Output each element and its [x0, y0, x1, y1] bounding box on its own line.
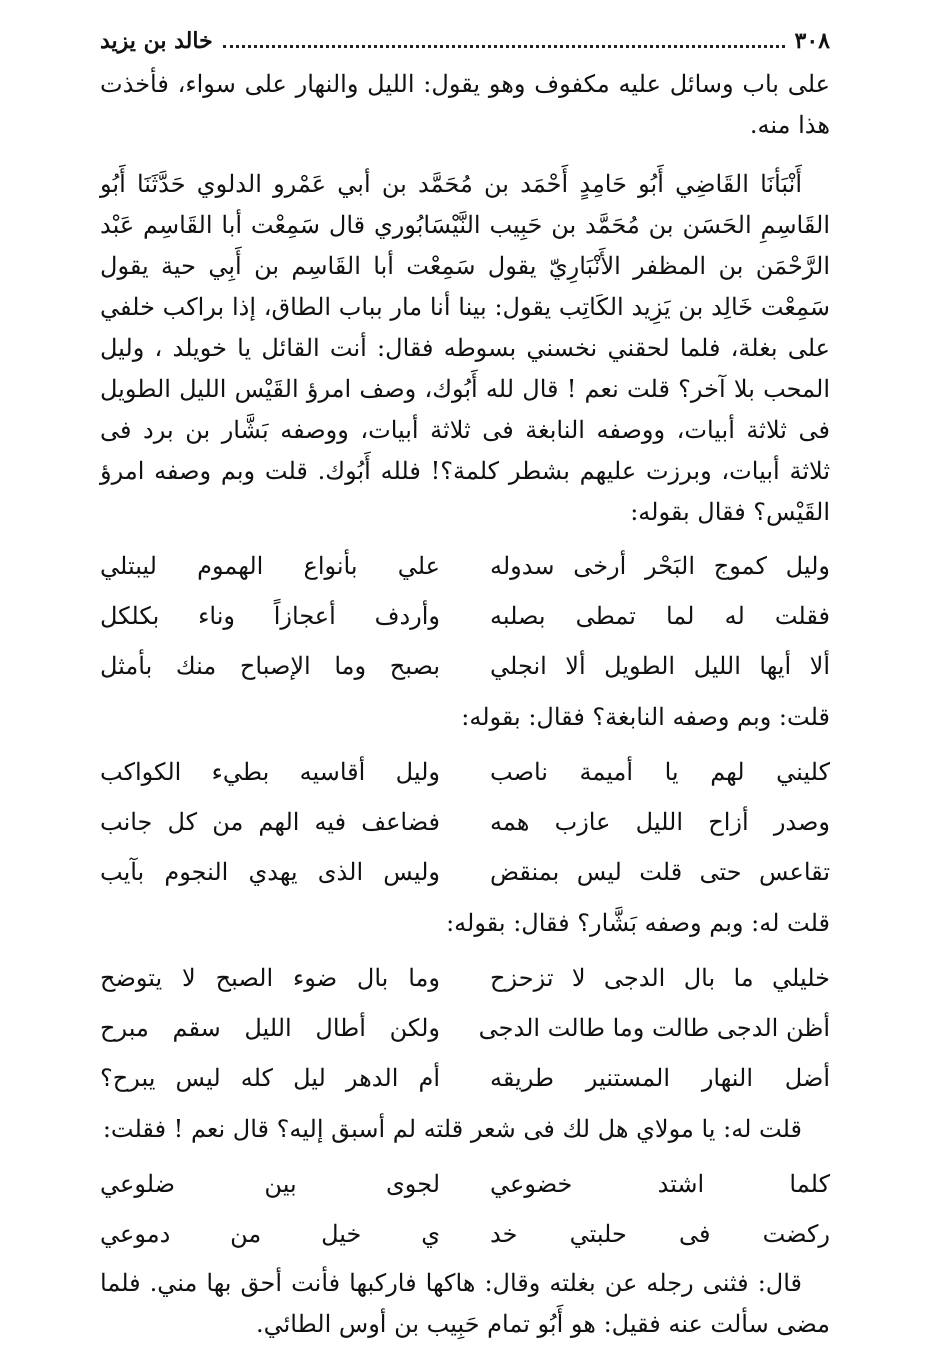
verse-line: [100, 591, 830, 641]
verse-first-hemistich: فقلت له لما تمطى بصلبه: [490, 602, 830, 630]
spacer: [100, 146, 830, 164]
verse-second-hemistich: ولكن أطال الليل سقم مبرح: [100, 1014, 440, 1042]
verse-first-hemistich: وصدر أزاح الليل عازب همه: [490, 808, 830, 836]
paragraph-1: على باب وسائل عليه مكفوف وهو يقول: الليل والنهار على سواء، فأخذت هذا منه.: [100, 70, 830, 139]
verse-line: [100, 641, 830, 691]
page-number: ٣٠٨: [794, 28, 830, 54]
intro-nabigha: قلت: وبم وصفه النابغة؟ فقال: بقوله:: [461, 703, 830, 731]
closing-paragraph: قال: فثنى رجله عن بغلته وقال: هاكها فاركبها فأنت أحق بها مني. فلما مضى سألت عنه فقيل: هو أَبُو تمام حَبِيب بن أوس الطائي.: [100, 1269, 830, 1338]
page-header: [100, 28, 830, 64]
verse-line: [100, 1209, 830, 1259]
verse-second-hemistich: لجوى بين ضلوعي: [100, 1170, 440, 1198]
verse-line: [100, 847, 830, 897]
book-page: [100, 28, 830, 1345]
verse-first-hemistich: أظن الدجى طالت وما طالت الدجى: [478, 1014, 830, 1042]
paragraph-2: أَنْبَأنَا القَاضِي أَبُو حَامِدٍ أَحْمَد بن مُحَمَّد بن أبي عَمْرو الدلوي حَدَّثَنَا أَبُو القَاسِمِ الحَسَن بن مُحَمَّد بن حَبِيب النَّيْسَابُوري قال سَمِعْت أبا القَاسِم عَبْد الرَّحْمَن بن المظفر الأَنْبَارِيّ يقول سَمِعْت أبا القَاسِم بن أَبِي حية يقول سَمِعْت خَالِد بن يَزِيد الكَاتِب يقول: بينا أنا مار بباب الطاق، إذا براكب خلفي على بغلة، فلما لحقني نخسني بسوطه فقال: أنت القائل يا خويلد ، وليل المحب بلا آخر؟ قلت نعم ! قال لله أَبُوك، وصف امرؤ القَيْس الليل الطويل فى ثلاثة أبيات، ووصفه النابغة فى ثلاثة أبيات، ووصفه بَشَّار بن برد فى ثلاثة أبيات، وبرزت عليهم بشطر كلمة؟! فلله أَبُوك. قلت وبم وصفه امرؤ القَيْس؟ فقال بقوله:: [100, 170, 831, 526]
verse-first-hemistich: وليل كموج البَحْر أرخى سدوله: [490, 552, 830, 580]
verse-line: [100, 1003, 830, 1053]
intro-abu-tammam: قلت له: يا مولاي هل لك فى شعر قلته لم أسبق إليه؟ قال نعم ! فقلت:: [102, 1115, 802, 1143]
verse-second-hemistich: وأردف أعجازاً وناء بكلكل: [100, 602, 440, 630]
verse-line: [100, 797, 830, 847]
verse-line: [100, 541, 830, 591]
verse-first-hemistich: أضل النهار المستنير طريقه: [490, 1064, 830, 1092]
verse-first-hemistich: ركضت فى حلبتي خد: [490, 1220, 830, 1248]
poem-imru-al-qays: [100, 541, 830, 691]
verse-first-hemistich: ألا أيها الليل الطويل ألا انجلي: [490, 652, 830, 680]
verse-line: [100, 1053, 830, 1103]
verse-second-hemistich: أم الدهر ليل كله ليس يبرح؟: [100, 1064, 440, 1092]
verse-first-hemistich: كلما اشتد خضوعي: [490, 1170, 830, 1198]
verse-line: [100, 747, 830, 797]
verse-second-hemistich: بصبح وما الإصباح منك بأمثل: [100, 652, 440, 680]
verse-second-hemistich: وما بال ضوء الصبح لا يتوضح: [100, 964, 440, 992]
verse-first-hemistich: تقاعس حتى قلت ليس بمنقض: [490, 858, 830, 886]
header-dotted-leader: [223, 45, 785, 48]
poem-abu-tammam: [100, 1159, 830, 1259]
verse-second-hemistich: وليل أقاسيه بطيء الكواكب: [100, 758, 440, 786]
verse-second-hemistich: ي خيل من دموعي: [100, 1220, 440, 1248]
intro-bashshar: قلت له: وبم وصفه بَشَّار؟ فقال: بقوله:: [446, 909, 830, 937]
verse-second-hemistich: علي بأنواع الهموم ليبتلي: [100, 552, 440, 580]
verse-first-hemistich: خليلي ما بال الدجى لا تزحزح: [490, 964, 830, 992]
verse-line: [100, 953, 830, 1003]
verse-second-hemistich: فضاعف فيه الهم من كل جانب: [100, 808, 440, 836]
running-title: خالد بن يزيد: [100, 28, 213, 54]
verse-line: [100, 1159, 830, 1209]
verse-second-hemistich: وليس الذى يهدي النجوم بآيب: [100, 858, 440, 886]
poem-nabigha: [100, 747, 830, 897]
verse-first-hemistich: كليني لهم يا أميمة ناصب: [490, 758, 830, 786]
poem-bashshar: [100, 953, 830, 1103]
